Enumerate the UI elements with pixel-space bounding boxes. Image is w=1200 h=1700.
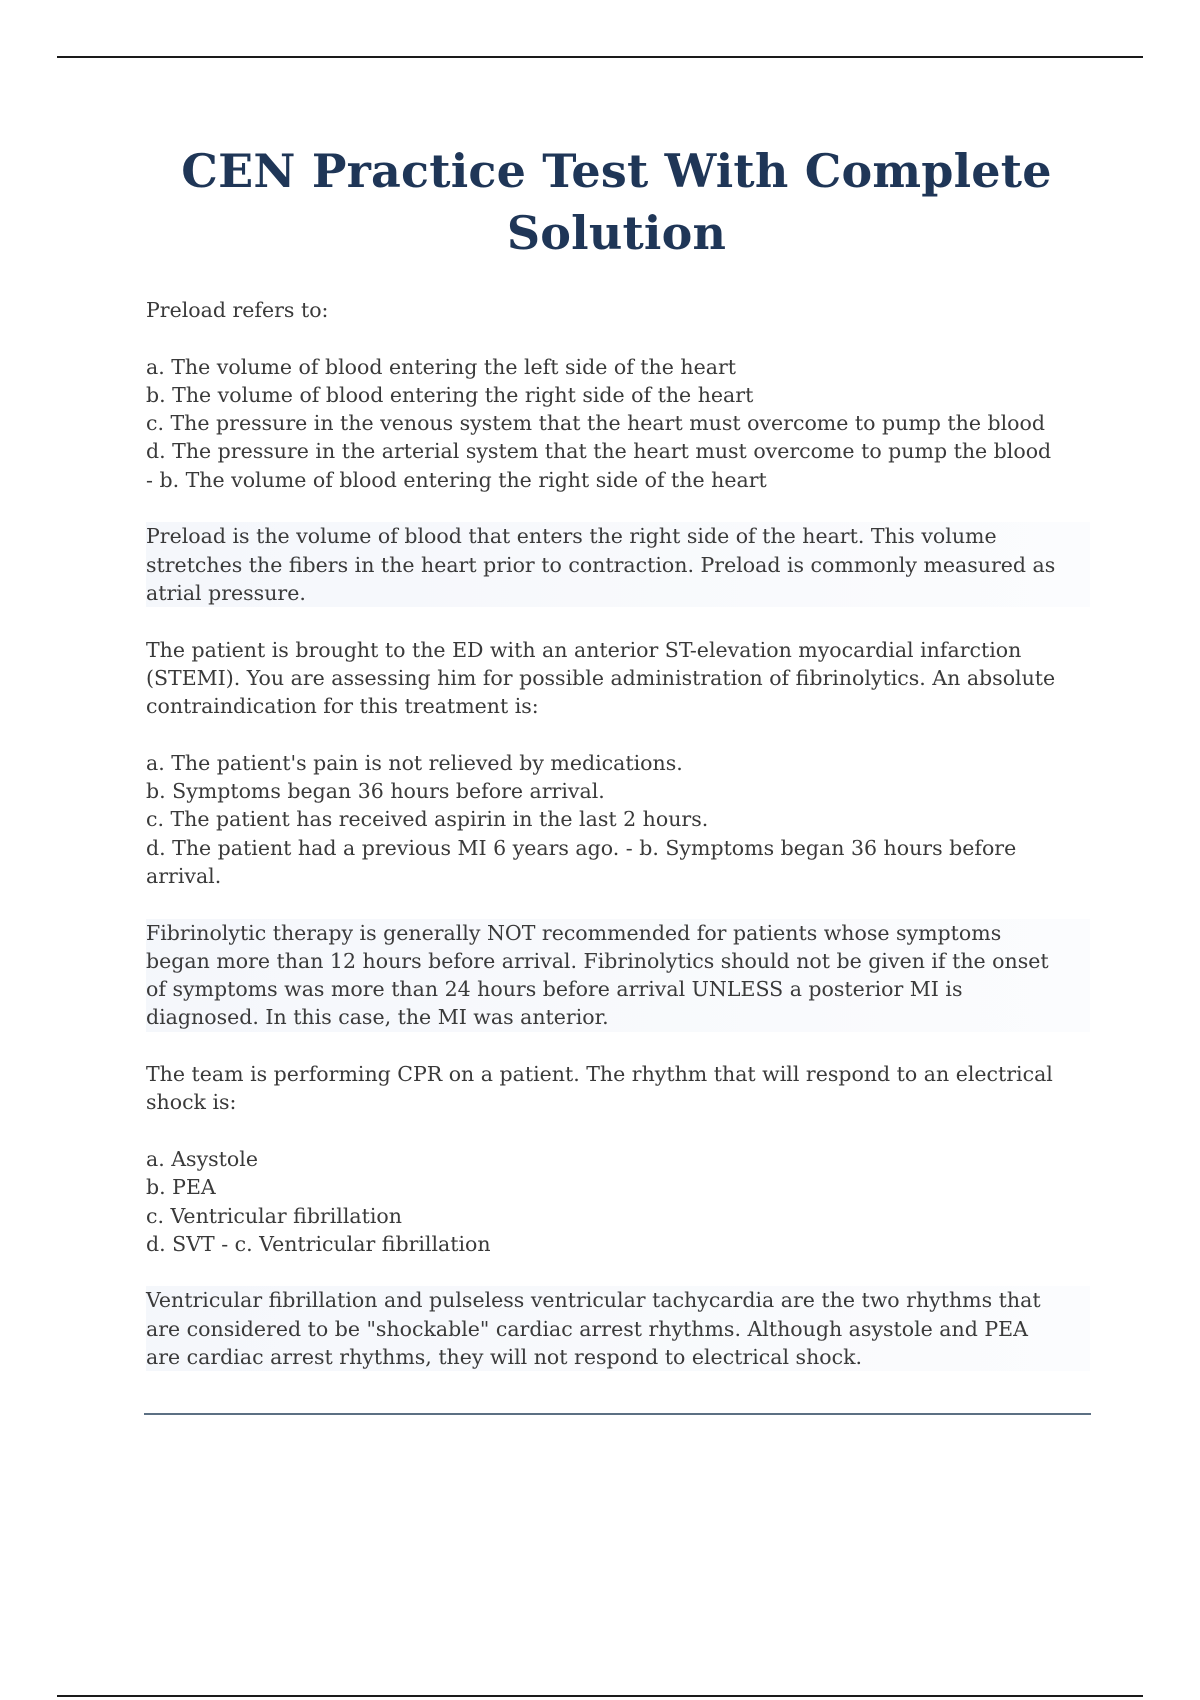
bottom-rule [57, 1695, 1143, 1697]
prompt-line: (STEMI). You are assessing him for possible administration of fibrinolytics. An absolute [146, 665, 1056, 690]
explanation-line: stretches the fibers in the heart prior to contraction. Preload is commonly measured as [146, 552, 1056, 577]
explanation-line: Fibrinolytic therapy is generally NOT recommended for patients whose symptoms [146, 920, 1002, 945]
option-line: c. Ventricular fibrillation [146, 1203, 402, 1228]
title-line-2: Solution [506, 206, 727, 260]
document-title [140, 140, 1093, 264]
question-1-prompt [146, 296, 1090, 324]
answer-line: d. SVT - c. Ventricular fibrillation [146, 1231, 491, 1256]
option-line: a. The volume of blood entering the left side of the heart [146, 354, 736, 379]
question-2-options [146, 749, 1090, 890]
question-1-explanation [146, 522, 1090, 607]
option-line: a. The patient's pain is not relieved by medications. [146, 750, 683, 775]
explanation-line: Ventricular fibrillation and pulseless ventricular tachycardia are the two rhythms that [146, 1288, 1041, 1313]
explanation-line: are cardiac arrest rhythms, they will not respond to electrical shock. [146, 1344, 863, 1369]
question-2-prompt [146, 636, 1090, 721]
document-body [146, 296, 1090, 1400]
question-1-options [146, 353, 1090, 494]
explanation-line: Preload is the volume of blood that enters the right side of the heart. This volume [146, 524, 997, 549]
option-line: d. The pressure in the arterial system that the heart must overcome to pump the blood [146, 439, 1052, 464]
option-line: b. The volume of blood entering the right side of the heart [146, 382, 754, 407]
prompt-line: Preload refers to: [146, 298, 329, 322]
prompt-line: contraindication for this treatment is: [146, 694, 539, 719]
question-3-options [146, 1145, 1090, 1258]
option-line: c. The patient has received aspirin in the last 2 hours. [146, 807, 709, 832]
option-line: a. Asystole [146, 1146, 258, 1171]
explanation-line: of symptoms was more than 24 hours before arrival UNLESS a posterior MI is [146, 977, 963, 1002]
answer-line: arrival. [146, 863, 222, 888]
answer-line: - b. The volume of blood entering the right side of the heart [146, 467, 767, 492]
prompt-line: The team is performing CPR on a patient. The rhythm that will respond to an electrical [146, 1062, 1053, 1087]
explanation-line: are considered to be "shockable" cardiac arrest rhythms. Although asystole and PEA [146, 1316, 1028, 1341]
option-line: d. The patient had a previous MI 6 years ago. - b. Symptoms began 36 hours before [146, 835, 1017, 860]
option-line: b. Symptoms began 36 hours before arrival. [146, 779, 605, 804]
explanation-line: atrial pressure. [146, 580, 306, 605]
section-end-rule [144, 1413, 1091, 1415]
prompt-line: The patient is brought to the ED with an anterior ST-elevation myocardial infarction [146, 637, 1022, 662]
top-rule [57, 56, 1143, 58]
option-line: b. PEA [146, 1175, 216, 1200]
question-2-explanation [146, 919, 1090, 1032]
question-3-prompt [146, 1060, 1090, 1117]
explanation-line: began more than 12 hours before arrival. Fibrinolytics should not be given if the onset [146, 948, 1049, 973]
explanation-line: diagnosed. In this case, the MI was anterior. [146, 1005, 609, 1030]
question-3-explanation [146, 1286, 1090, 1371]
prompt-line: shock is: [146, 1090, 237, 1115]
option-line: c. The pressure in the venous system that the heart must overcome to pump the blood [146, 411, 1045, 436]
title-line-1: CEN Practice Test With Complete [181, 144, 1052, 198]
